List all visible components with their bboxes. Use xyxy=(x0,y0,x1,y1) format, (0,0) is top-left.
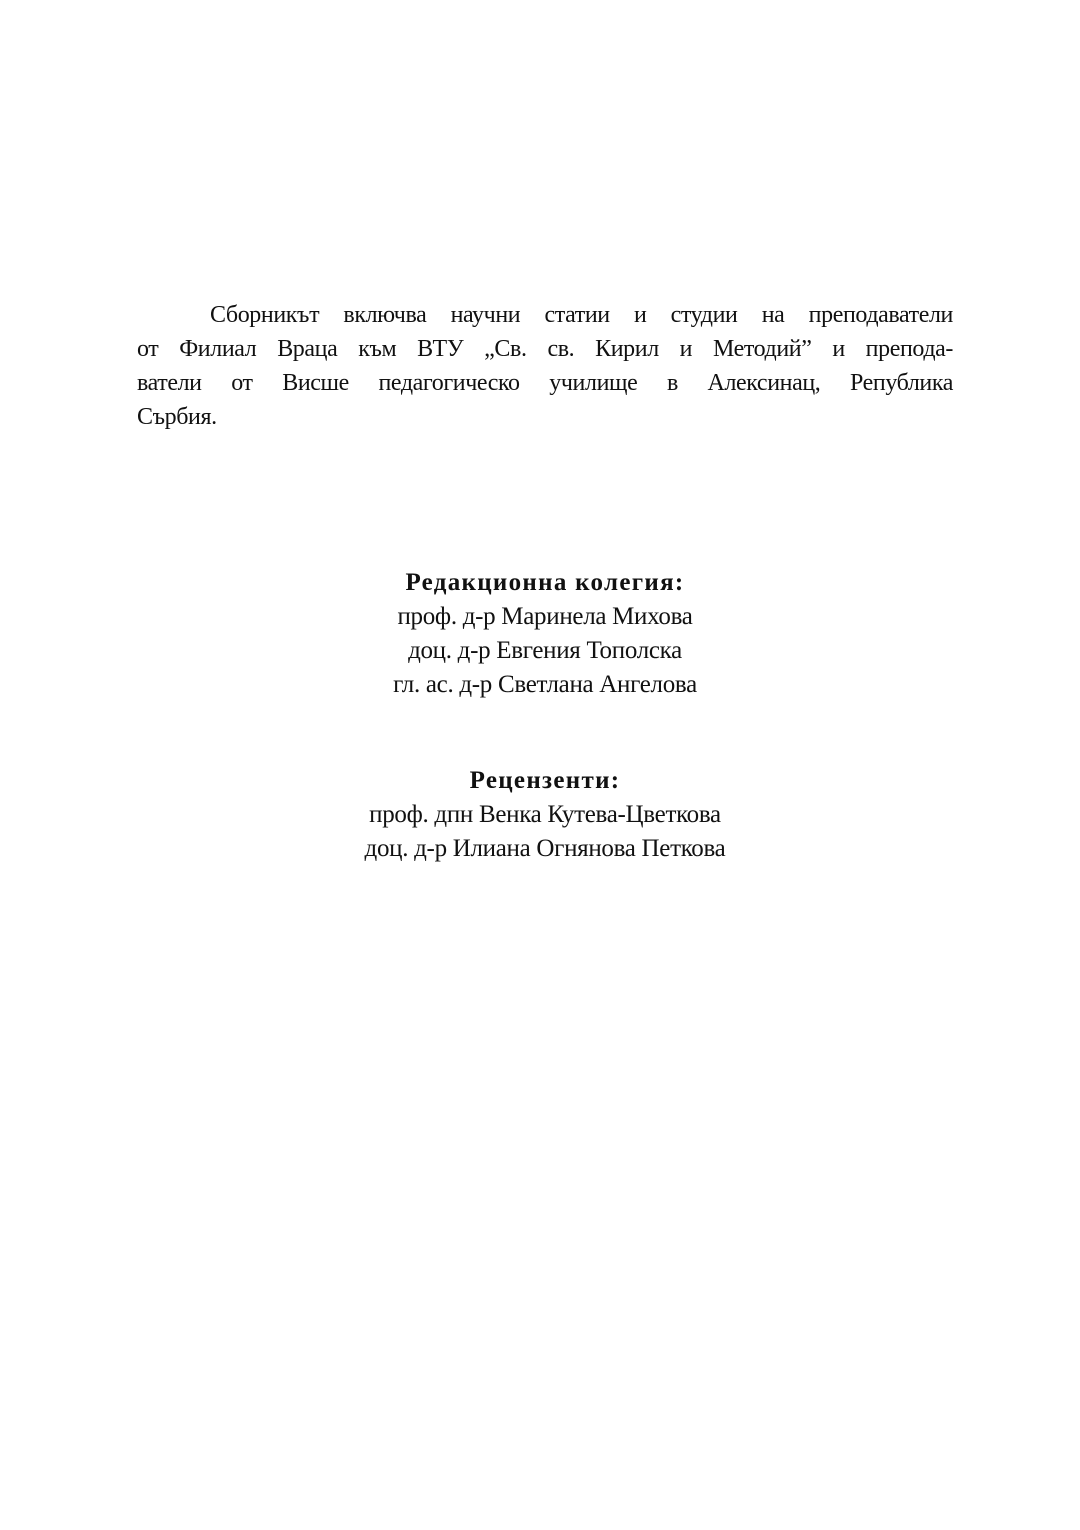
reviewer: проф. дпн Венка Кутева-Цветкова xyxy=(369,801,721,828)
reviewer: доц. д-р Илиана Огнянова Петкова xyxy=(364,835,726,862)
intro-line: Сборникът включва научни статии и студии на преподаватели xyxy=(210,302,953,328)
editorial-board xyxy=(0,566,1080,702)
editorial-board-heading: Редакционна колегия: xyxy=(405,569,685,596)
intro-line: ватели от Висше педагогическо училище в Алексинац, Република xyxy=(137,370,953,396)
editorial-board-member: доц. д-р Евгения Тополска xyxy=(408,637,682,664)
reviewers xyxy=(0,764,1080,866)
intro-line: Сърбия. xyxy=(137,404,217,430)
intro-paragraph xyxy=(137,298,953,434)
reviewers-heading: Рецензенти: xyxy=(469,767,621,794)
intro-line: от Филиал Враца към ВТУ „Св. св. Кирил и Методий” и препода- xyxy=(137,336,953,362)
editorial-board-member: гл. ас. д-р Светлана Ангелова xyxy=(393,671,697,698)
editorial-board-member: проф. д-р Маринела Михова xyxy=(397,603,693,630)
